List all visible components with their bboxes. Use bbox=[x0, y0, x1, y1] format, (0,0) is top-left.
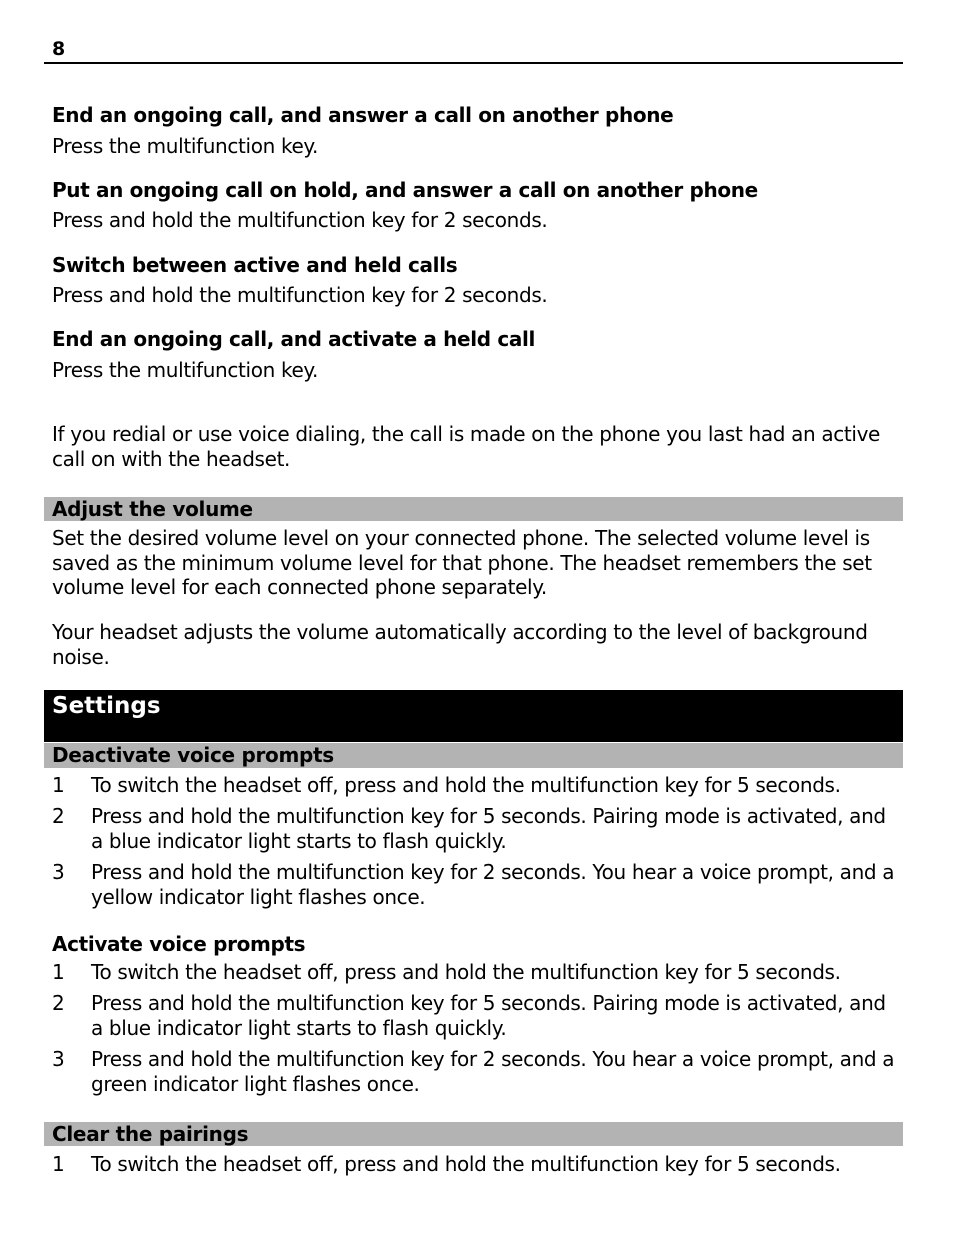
call-item-heading-2: Put an ongoing call on hold, and answer a call on another phone bbox=[52, 178, 758, 202]
list-item-number: 1 bbox=[52, 1152, 65, 1176]
header-rule bbox=[44, 62, 903, 64]
list-item-number: 2 bbox=[52, 991, 65, 1015]
settings-title: Settings bbox=[52, 693, 161, 719]
activate-heading: Activate voice prompts bbox=[52, 932, 306, 956]
list-item-text: To switch the headset off, press and hold the multifunction key for 5 seconds. bbox=[91, 773, 841, 797]
list-item-text: To switch the headset off, press and hold the multifunction key for 5 seconds. bbox=[91, 960, 841, 984]
deactivate-heading: Deactivate voice prompts bbox=[52, 743, 334, 767]
list-item-text: Press and hold the multifunction key for 2 seconds. You hear a voice prompt, and a green indicator light flashes once. bbox=[91, 1047, 895, 1096]
list-item-text: Press and hold the multifunction key for 2 seconds. You hear a voice prompt, and a yellow indicator light flashes once. bbox=[91, 860, 895, 909]
volume-paragraph-1: Set the desired volume level on your connected phone. The selected volume level is saved as the minimum volume level for that phone. The headset remembers the set volume level for each connected phone separately. bbox=[52, 526, 872, 599]
list-item-number: 1 bbox=[52, 960, 65, 984]
list-item-number: 2 bbox=[52, 804, 65, 828]
call-item-text-2: Press and hold the multifunction key for 2 seconds. bbox=[52, 208, 548, 232]
list-item-text: Press and hold the multifunction key for 5 seconds. Pairing mode is activated, and a blue indicator light starts to flash quickly. bbox=[91, 991, 886, 1040]
call-item-heading-4: End an ongoing call, and activate a held call bbox=[52, 327, 536, 351]
redial-note: If you redial or use voice dialing, the call is made on the phone you last had an active call on with the headset. bbox=[52, 422, 881, 471]
volume-paragraph-2: Your headset adjusts the volume automatically according to the level of background noise. bbox=[52, 620, 868, 669]
page-number: 8 bbox=[52, 38, 66, 60]
list-item-text: To switch the headset off, press and hold the multifunction key for 5 seconds. bbox=[91, 1152, 841, 1176]
list-item-text: Press and hold the multifunction key for 5 seconds. Pairing mode is activated, and a blue indicator light starts to flash quickly. bbox=[91, 804, 886, 853]
call-item-heading-1: End an ongoing call, and answer a call on another phone bbox=[52, 103, 674, 127]
call-item-text-1: Press the multifunction key. bbox=[52, 134, 319, 158]
clear-heading: Clear the pairings bbox=[52, 1122, 249, 1146]
call-item-text-3: Press and hold the multifunction key for 2 seconds. bbox=[52, 283, 548, 307]
list-item-number: 3 bbox=[52, 1047, 65, 1071]
call-item-heading-3: Switch between active and held calls bbox=[52, 253, 458, 277]
settings-title-bar bbox=[44, 690, 903, 742]
list-item-number: 1 bbox=[52, 773, 65, 797]
call-item-text-4: Press the multifunction key. bbox=[52, 358, 319, 382]
volume-heading: Adjust the volume bbox=[52, 497, 253, 521]
list-item-number: 3 bbox=[52, 860, 65, 884]
